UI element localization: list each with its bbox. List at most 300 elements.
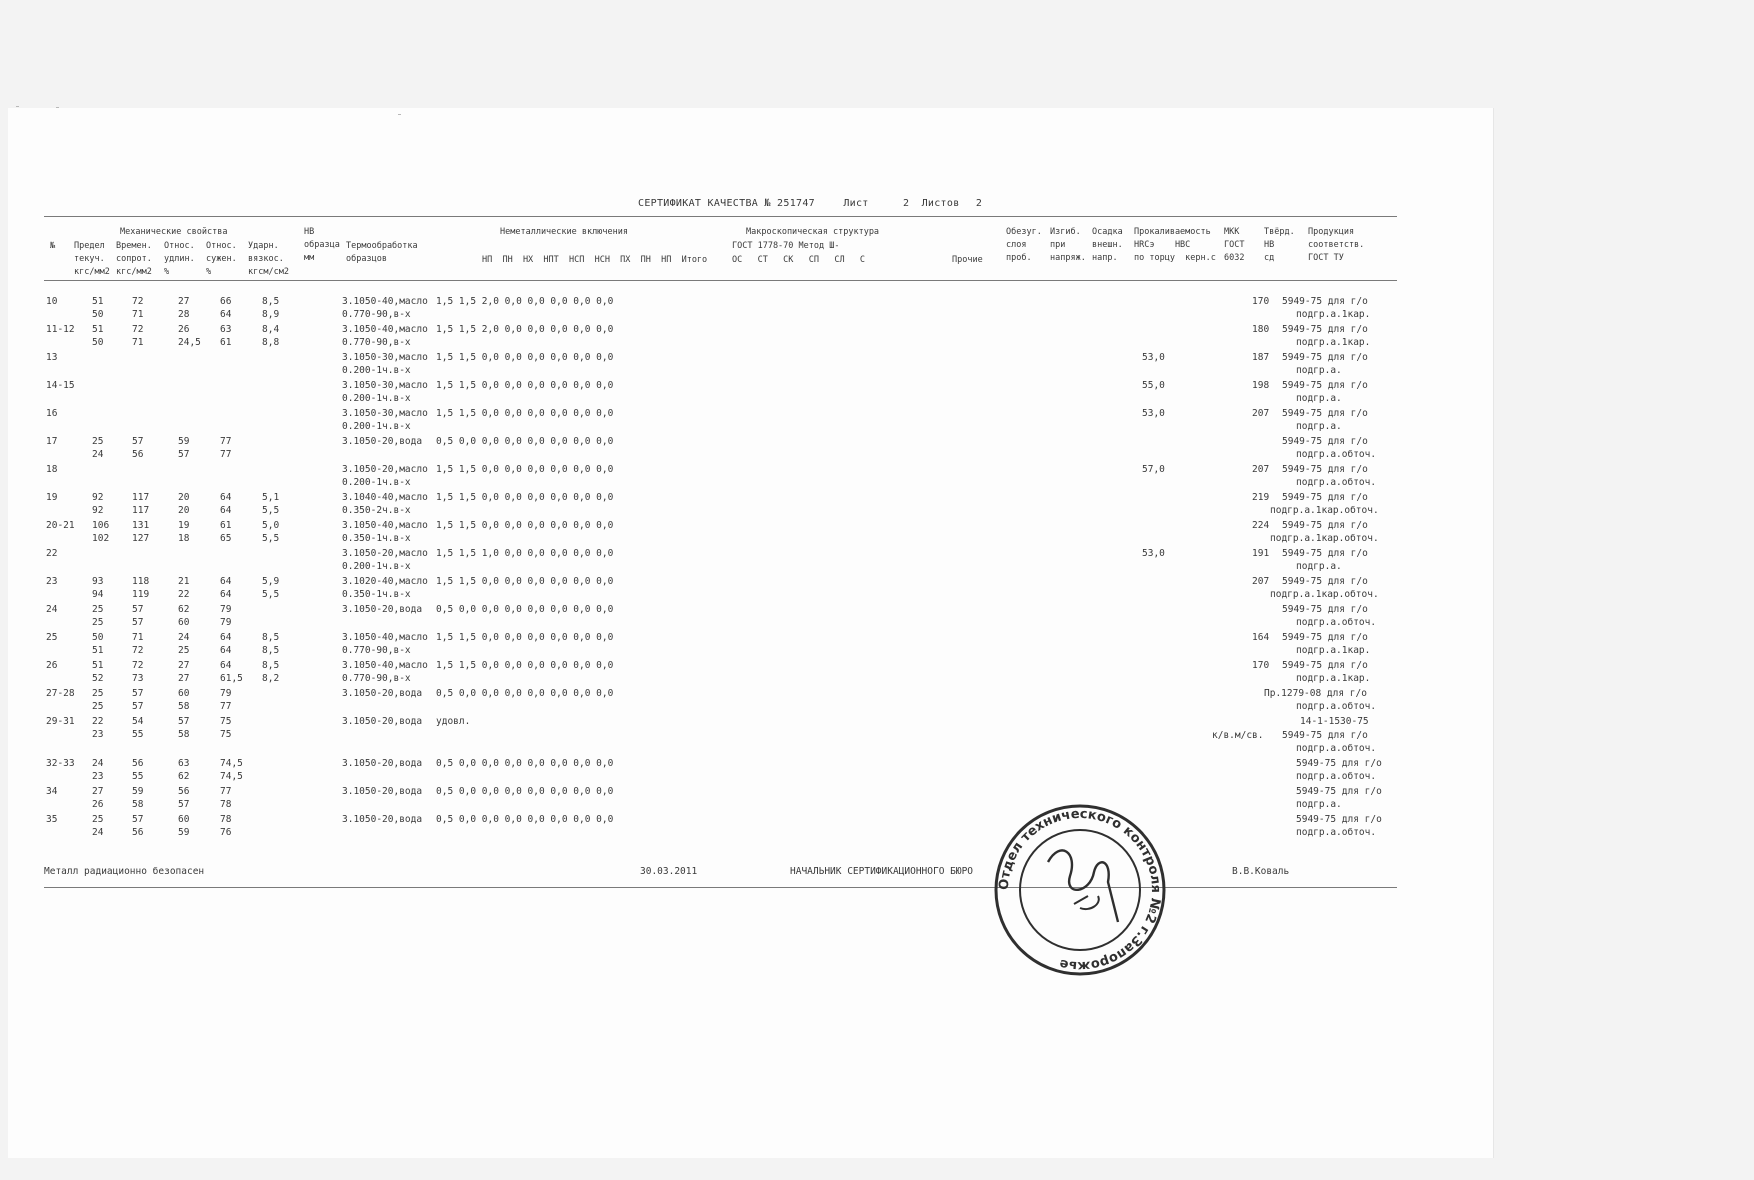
reduct-2: 79 [220,617,232,628]
heat-1: З.1050-20,вода [342,814,423,825]
reduct-1: 64 [220,576,232,587]
elong-1: 21 [178,576,190,587]
inclusions: 1,5 1,5 2,0 0,0 0,0 0,0 0,0 0,0 [436,324,614,335]
product-2: подгр.а.обточ. [1296,771,1377,782]
sheets-label: Листов [921,198,960,209]
col-number: № [50,241,56,251]
elong-2: 57 [178,799,190,810]
col-bend: Изгиб. при напряж. [1050,227,1086,263]
product-1: 5949-75 для г/о [1282,324,1368,335]
impact-2: 8,9 [262,309,280,320]
row-number: 34 [46,786,58,797]
hardness: 187 [1252,352,1270,363]
product-2: подгр.а.обточ. [1296,617,1377,628]
heat-1: З.1050-20,вода [342,604,423,615]
tensile-2: 71 [132,337,144,348]
table-row [44,491,1404,519]
col-heat-treatment: Термообработка образцов [346,241,418,264]
elong-2: 27 [178,673,190,684]
inclusions: 1,5 1,5 0,0 0,0 0,0 0,0 0,0 0,0 [436,520,614,531]
hardness: 170 [1252,296,1270,307]
elong-1: 27 [178,660,190,671]
tensile-2: 55 [132,771,144,782]
inclusions: 1,5 1,5 0,0 0,0 0,0 0,0 0,0 0,0 [436,408,614,419]
heat-1: З.1050-40,масло [342,324,428,335]
table-row [44,519,1404,547]
tensile-2: 56 [132,827,144,838]
tensile-1: 56 [132,758,144,769]
impact-2: 8,5 [262,645,280,656]
elong-2: 28 [178,309,190,320]
reduct-1: 64 [220,492,232,503]
yield-2: 52 [92,673,104,684]
col-nonmetal-types: НП ПН НХ НПТ НСП НСН ПХ ПН НП Итого [482,255,708,265]
product-2: подгр.а.обточ. [1296,743,1377,754]
heat-1: З.1050-30,масло [342,352,428,363]
yield-1: 93 [92,576,104,587]
heat-2: 0.770-90,в-х [342,309,411,320]
row-number: 18 [46,464,58,475]
inclusions: 1,5 1,5 0,0 0,0 0,0 0,0 0,0 0,0 [436,660,614,671]
elong-2: 18 [178,533,190,544]
col-impact: Ударн. вязкос. кгсм/см2 [248,241,289,277]
product-1: 5949-75 для г/о [1282,436,1368,447]
yield-2: 25 [92,617,104,628]
product-2: подгр.а.обточ. [1296,701,1377,712]
heat-2: 0.770-90,в-х [342,673,411,684]
product-1: 5949-75 для г/о [1282,548,1368,559]
product-1: 5949-75 для г/о [1282,660,1368,671]
tensile-2: 117 [132,505,150,516]
table-row [44,757,1404,785]
col-tensile: Времен. сопрот. кгс/мм2 [116,241,152,277]
reduct-1: 66 [220,296,232,307]
col-hb: НВ образца мм [304,227,340,263]
reduct-2: 64 [220,589,232,600]
tensile-1: 57 [132,436,144,447]
impact-2: 5,5 [262,505,280,516]
heat-1: З.1050-40,масло [342,296,428,307]
reduct-2: 64 [220,645,232,656]
product-2: подгр.а.обточ. [1296,477,1377,488]
elong-1: 60 [178,688,190,699]
impact-1: 8,5 [262,660,280,671]
heat-2: 0.200-1ч.в-х [342,421,411,432]
product-1: 5949-75 для г/о [1282,730,1368,741]
yield-1: 27 [92,786,104,797]
elong-2: 58 [178,701,190,712]
col-elongation: Относ. удлин. % [164,241,195,277]
yield-2: 26 [92,799,104,810]
yield-1: 51 [92,296,104,307]
col-mkk: МКК ГОСТ 6032 [1224,227,1245,263]
reduct-1: 77 [220,436,232,447]
tensile-1: 117 [132,492,150,503]
impact-2: 8,2 [262,673,280,684]
yield-2: 24 [92,827,104,838]
hardness: 207 [1252,576,1270,587]
elong-1: 59 [178,436,190,447]
hardness: 170 [1252,660,1270,671]
heat-1: З.1050-40,масло [342,520,428,531]
elong-1: 24 [178,632,190,643]
product-2: подгр.а.1кар. [1296,673,1371,684]
hardness: к/в.м/св. [1212,730,1264,741]
header-bottom-rule [44,280,1397,281]
elong-1: 57 [178,716,190,727]
hardness: 219 [1252,492,1270,503]
heat-1: З.1050-40,масло [342,660,428,671]
product-1: 5949-75 для г/о [1282,520,1368,531]
hardenability: 53,0 [1142,548,1165,559]
certificate-number: СЕРТИФИКАТ КАЧЕСТВА № 251747 [638,198,815,209]
heat-1: З.1050-30,масло [342,408,428,419]
impact-1: 5,9 [262,576,280,587]
elong-1: 56 [178,786,190,797]
elong-1: 19 [178,520,190,531]
tensile-1: 131 [132,520,150,531]
scan-speck [56,107,59,108]
radiation-note: Металл радиационно безопасен [44,866,205,877]
impact-2: 5,5 [262,589,280,600]
hardness: 224 [1252,520,1270,531]
row-number: 27-28 [46,688,75,699]
impact-1: 8,5 [262,632,280,643]
impact-2: 8,8 [262,337,280,348]
col-other: Прочие [952,255,983,265]
row-number: 32-33 [46,758,75,769]
row-number: 19 [46,492,58,503]
reduct-2: 65 [220,533,232,544]
product-1: 5949-75 для г/о [1296,786,1382,797]
table-row [44,785,1404,813]
heat-2: 0.770-90,в-х [342,645,411,656]
product-1: 5949-75 для г/о [1282,632,1368,643]
yield-1: 25 [92,688,104,699]
signer-role: НАЧАЛЬНИК СЕРТИФИКАЦИОННОГО БЮРО [790,866,974,877]
product-1: 5949-75 для г/о [1282,380,1368,391]
heat-1: З.1050-20,масло [342,464,428,475]
impact-1: 5,1 [262,492,280,503]
row-number: 11-12 [46,324,75,335]
yield-1: 25 [92,604,104,615]
elong-2: 57 [178,449,190,460]
reduct-2: 78 [220,799,232,810]
tensile-2: 127 [132,533,150,544]
product-2: подгр.а. [1296,421,1342,432]
table-row [44,575,1404,603]
product-2: подгр.а.1кар. [1296,337,1371,348]
elong-1: 62 [178,604,190,615]
product-1: 5949-75 для г/о [1282,408,1368,419]
hardness: 198 [1252,380,1270,391]
heat-1: З.1050-40,масло [342,632,428,643]
signature-stroke [1048,850,1118,922]
yield-2: 102 [92,533,110,544]
yield-1: 22 [92,716,104,727]
inclusions: 1,5 1,5 0,0 0,0 0,0 0,0 0,0 0,0 [436,492,614,503]
product-1: 5949-75 для г/о [1296,758,1382,769]
inclusions: 0,5 0,0 0,0 0,0 0,0 0,0 0,0 0,0 [436,436,614,447]
product-2: подгр.а.1кар.обточ. [1270,505,1379,516]
yield-2: 50 [92,309,104,320]
heat-1: З.1050-30,масло [342,380,428,391]
yield-2: 92 [92,505,104,516]
inclusions: 0,5 0,0 0,0 0,0 0,0 0,0 0,0 0,0 [436,604,614,615]
yield-1: 51 [92,324,104,335]
heat-2: 0.350-1ч.в-х [342,589,411,600]
heat-2: 0.200-1ч.в-х [342,393,411,404]
table-row [44,687,1404,715]
heat-2: 0.350-2ч.в-х [342,505,411,516]
inclusions: 1,5 1,5 1,0 0,0 0,0 0,0 0,0 0,0 [436,548,614,559]
heat-2: 0.200-1ч.в-х [342,561,411,572]
table-row [44,813,1404,841]
inclusions: 0,5 0,0 0,0 0,0 0,0 0,0 0,0 0,0 [436,814,614,825]
yield-1: 50 [92,632,104,643]
impact-1: 8,4 [262,324,280,335]
row-number: 10 [46,296,58,307]
tensile-2: 58 [132,799,144,810]
col-mechanical: Механические свойства [120,227,228,237]
col-nonmetal: Неметаллические включения [500,227,628,237]
tensile-2: 72 [132,645,144,656]
reduct-2: 61,5 [220,673,243,684]
col-yield: Предел текуч. кгс/мм2 [74,241,110,277]
heat-1: З.1050-20,вода [342,716,423,727]
elong-1: 26 [178,324,190,335]
elong-2: 60 [178,617,190,628]
tensile-2: 119 [132,589,150,600]
table-row [44,729,1404,757]
otk-stamp [990,800,1170,980]
elong-1: 27 [178,296,190,307]
heat-1: З.1040-40,масло [342,492,428,503]
col-macro: Макроскопическая структура [746,227,880,237]
table-row [44,323,1404,351]
table-row [44,435,1404,463]
product-1: 5949-75 для г/о [1296,814,1382,825]
hardness: 164 [1252,632,1270,643]
heat-1: З.1050-20,вода [342,786,423,797]
tensile-1: 57 [132,814,144,825]
heat-2: 0.350-1ч.в-х [342,533,411,544]
issue-date: 30.03.2011 [640,866,698,877]
elong-2: 58 [178,729,190,740]
table-row [44,351,1404,379]
hardness: 207 [1252,408,1270,419]
product-1: 5949-75 для г/о [1282,464,1368,475]
inclusions: удовл. [436,716,471,727]
document-title [638,198,1004,209]
product-2: подгр.а.обточ. [1296,827,1377,838]
col-macro-types: ОС СТ СК СП СЛ С [732,255,866,265]
col-product: Продукция соответств. ГОСТ ТУ [1308,227,1365,263]
table-row [44,295,1404,323]
yield-2: 23 [92,771,104,782]
inclusions: 1,5 1,5 0,0 0,0 0,0 0,0 0,0 0,0 [436,632,614,643]
reduct-2: 75 [220,729,232,740]
signature-stroke [1074,896,1099,909]
elong-2: 25 [178,645,190,656]
reduct-1: 79 [220,688,232,699]
tensile-1: 54 [132,716,144,727]
table-row [44,547,1404,575]
heat-2: 0.200-1ч.в-х [342,477,411,488]
heat-2: 0.200-1ч.в-х [342,365,411,376]
reduct-2: 74,5 [220,771,243,782]
tensile-1: 72 [132,296,144,307]
row-number: 16 [46,408,58,419]
product-1: 5949-75 для г/о [1282,576,1368,587]
reduct-2: 61 [220,337,232,348]
row-number: 29-31 [46,716,75,727]
elong-2: 24,5 [178,337,201,348]
tensile-1: 72 [132,324,144,335]
table-header [46,226,1396,276]
row-number: 24 [46,604,58,615]
heat-2: 0.770-90,в-х [342,337,411,348]
impact-2: 5,5 [262,533,280,544]
reduct-2: 77 [220,449,232,460]
heat-1: З.1020-40,масло [342,576,428,587]
tensile-1: 57 [132,604,144,615]
header-top-rule [44,216,1397,217]
product-2: подгр.а.1кар.обточ. [1270,589,1379,600]
col-hardness: Твёрд. НВ сд [1264,227,1295,263]
reduct-1: 64 [220,660,232,671]
hardness: 180 [1252,324,1270,335]
product-1: 14-1-1530-75 [1300,716,1369,727]
hardness: 207 [1252,464,1270,475]
product-1: 5949-75 для г/о [1282,352,1368,363]
hardenability: 53,0 [1142,352,1165,363]
reduct-2: 77 [220,701,232,712]
table-row [44,603,1404,631]
reduct-1: 79 [220,604,232,615]
yield-1: 25 [92,436,104,447]
table-row [44,379,1404,407]
inclusions: 1,5 1,5 0,0 0,0 0,0 0,0 0,0 0,0 [436,380,614,391]
product-2: подгр.а. [1296,799,1342,810]
inclusions: 0,5 0,0 0,0 0,0 0,0 0,0 0,0 0,0 [436,758,614,769]
product-1: Пр.1279-08 для г/о [1264,688,1367,699]
reduct-2: 64 [220,309,232,320]
heat-1: З.1050-20,вода [342,688,423,699]
reduct-2: 76 [220,827,232,838]
elong-2: 22 [178,589,190,600]
reduct-1: 63 [220,324,232,335]
inclusions: 0,5 0,0 0,0 0,0 0,0 0,0 0,0 0,0 [436,688,614,699]
heat-1: З.1050-20,масло [342,548,428,559]
inclusions: 1,5 1,5 2,0 0,0 0,0 0,0 0,0 0,0 [436,296,614,307]
reduct-1: 74,5 [220,758,243,769]
col-hardenability: Прокаливаемость НRCэ НВС по торцу керн.с [1134,227,1216,263]
table-row [44,659,1404,687]
tensile-1: 71 [132,632,144,643]
tensile-2: 73 [132,673,144,684]
heat-1: З.1050-20,вода [342,436,423,447]
row-number: 20-21 [46,520,75,531]
elong-2: 59 [178,827,190,838]
yield-2: 50 [92,337,104,348]
yield-2: 25 [92,701,104,712]
row-number: 14-15 [46,380,75,391]
yield-1: 24 [92,758,104,769]
yield-1: 92 [92,492,104,503]
yield-2: 94 [92,589,104,600]
col-reduction: Относ. сужен. % [206,241,237,277]
col-upset: Осадка внешн. напр. [1092,227,1123,263]
table-row [44,631,1404,659]
product-2: подгр.а. [1296,365,1342,376]
yield-1: 51 [92,660,104,671]
reduct-1: 64 [220,632,232,643]
product-1: 5949-75 для г/о [1282,492,1368,503]
inclusions: 1,5 1,5 0,0 0,0 0,0 0,0 0,0 0,0 [436,576,614,587]
row-number: 22 [46,548,58,559]
col-macro-std: ГОСТ 1778-70 Метод Ш- [732,241,840,251]
stamp-text: Отдел технического контроля №2 г.Запорожье [996,806,1164,974]
reduct-1: 77 [220,786,232,797]
tensile-2: 57 [132,701,144,712]
elong-1: 60 [178,814,190,825]
elong-2: 20 [178,505,190,516]
hardenability: 57,0 [1142,464,1165,475]
footer-rule [44,887,1397,888]
tensile-1: 118 [132,576,150,587]
product-2: подгр.а.1кар. [1296,309,1371,320]
product-1: 5949-75 для г/о [1282,604,1368,615]
impact-1: 5,0 [262,520,280,531]
sheet-number: 2 [902,198,910,209]
row-number: 17 [46,436,58,447]
row-number: 23 [46,576,58,587]
inclusions: 1,5 1,5 0,0 0,0 0,0 0,0 0,0 0,0 [436,464,614,475]
elong-2: 62 [178,771,190,782]
yield-2: 51 [92,645,104,656]
product-2: подгр.а. [1296,561,1342,572]
heat-1: З.1050-20,вода [342,758,423,769]
inclusions: 1,5 1,5 0,0 0,0 0,0 0,0 0,0 0,0 [436,352,614,363]
elong-1: 20 [178,492,190,503]
col-decarb: Обезуг. слоя проб. [1006,227,1042,263]
scan-speck [398,114,401,115]
hardenability: 53,0 [1142,408,1165,419]
row-number: 25 [46,632,58,643]
impact-1: 8,5 [262,296,280,307]
row-number: 35 [46,814,58,825]
sheet-label: Лист [843,198,869,209]
tensile-1: 57 [132,688,144,699]
product-1: 5949-75 для г/о [1282,296,1368,307]
reduct-1: 78 [220,814,232,825]
sheets-number: 2 [975,198,983,209]
tensile-2: 56 [132,449,144,460]
table-row [44,407,1404,435]
hardenability: 55,0 [1142,380,1165,391]
row-number: 13 [46,352,58,363]
tensile-1: 72 [132,660,144,671]
yield-2: 23 [92,729,104,740]
product-2: подгр.а.обточ. [1296,449,1377,460]
product-2: подгр.а.1кар.обточ. [1270,533,1379,544]
yield-1: 106 [92,520,110,531]
tensile-2: 71 [132,309,144,320]
inclusions: 0,5 0,0 0,0 0,0 0,0 0,0 0,0 0,0 [436,786,614,797]
scan-speck [16,106,19,107]
yield-1: 25 [92,814,104,825]
